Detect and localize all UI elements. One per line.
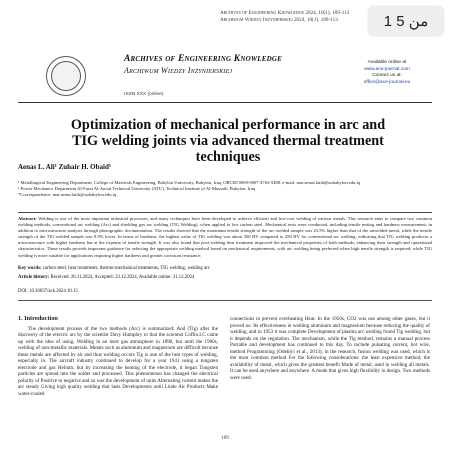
history-text: Received: 26.11.2024, Accepted: 23.12.2024, Available online: 31.12.2024 bbox=[50, 275, 195, 280]
body-column-left bbox=[18, 316, 218, 398]
website-link[interactable]: www.ace-journal.com bbox=[364, 66, 410, 72]
correspondence: *Correspondence: mat.aenas.laith@uobabylon.edu.iq bbox=[18, 192, 117, 198]
page-counter-text: 1 من 5 bbox=[383, 13, 429, 30]
affiliation-1: ¹ Metallurgical Engineering Department, College of Materials Engineering, Babylon University, Babylon, Iraq, ORCID 0009-0007-4763-5488, e-mail: mat.aenas.laith@uobabylon.edu.iq bbox=[18, 180, 361, 185]
authors: Aenas L. Ali¹ Zuhair H. Obaid¹ bbox=[18, 163, 111, 171]
email-link[interactable]: office@ace-journal.eu bbox=[363, 79, 411, 85]
section-heading: 1. Introduction bbox=[18, 315, 58, 322]
history-label: Article history: bbox=[18, 275, 50, 280]
journal-title: Archives of Engineering Knowledge bbox=[124, 54, 282, 64]
body-left-text: The development process of the two methods (Arc) is summarized: And (Tig) after the discovery of the electric arc by the scientist Davy Humphry to that the scientist Coffin.I.C came up with the idea of using. Welding in an inert gas atmosphere in 1890, but until the 1900s, welding of non-metallic materials. Metals such as aluminum and magnesium are difficult because these metals are affected by air and thus welding occurs Tig is one of the best types of welding, especially in. The aircraft industry continued to develop for a year 1941 using a tungsten electrode and gas Helium, but by increasing the heating of the electrode, it began Tungsten particles are spread into the solder and processed. This phenomenon has changed the electrical polarity of Positive to negative and so was the development of units Alternating current makes the arc steady Giving high quality welding that lasts Developments until Linde Air Products Make water-cooled bbox=[18, 325, 218, 398]
page-counter-badge[interactable] bbox=[368, 6, 444, 36]
journal-logo-icon bbox=[46, 56, 86, 96]
page-number: 109 bbox=[221, 436, 229, 441]
journal-header bbox=[124, 54, 334, 75]
affiliation-2: ² Power Mechanics Department Al-Furat Al-Awsat Technical University (ATU), Technical Institute of Al-Mussaib, Babylon, Iraq bbox=[18, 186, 256, 192]
body-divider bbox=[18, 300, 432, 301]
article-title: Optimization of mechanical performance in arc and TIG welding joints via advanced thermal treatment techniques bbox=[70, 117, 386, 165]
running-header bbox=[220, 10, 349, 24]
abstract-label: Abstract: bbox=[18, 216, 37, 221]
contact-line3: Contact us at: bbox=[372, 73, 402, 78]
doi[interactable]: DOI: 10.36037/ack.2024.10.15 bbox=[18, 289, 78, 294]
header-divider bbox=[18, 102, 432, 103]
journal-subtitle: Archiwum Wiedzy Inżynierskiej bbox=[124, 66, 233, 75]
contact-block bbox=[344, 60, 430, 86]
keywords-text: carbon steel, heat treatments, thermo-mechanical treatments, TIG welding, welding arc bbox=[42, 266, 210, 271]
running-header-line2: Archiwum Wiedzy Inżynierskiej 2024, 10(1), 109-113 bbox=[220, 17, 338, 23]
body-column-right bbox=[230, 316, 430, 381]
running-header-line1: Archives of Engineering Knowledge 2024, 10(1), 109-113 bbox=[220, 10, 350, 16]
keywords-label: Key words: bbox=[18, 266, 42, 271]
issn-text: ISSN XXX (online) bbox=[124, 92, 164, 97]
abstract-divider bbox=[18, 212, 432, 213]
keywords bbox=[18, 266, 432, 273]
affiliations bbox=[18, 180, 428, 199]
abstract bbox=[18, 216, 432, 259]
article-history bbox=[18, 275, 432, 282]
contact-line1: Available online at bbox=[367, 60, 407, 65]
abstract-text: Welding is one of the most important industrial processes, and many techniques have been developed to achieve efficient and low-cost welding of various metals. This research aims to compare two common welding methods, conventional arc welding (Arc) and shielding gas arc welding (TIG Welding), when applied to low carbon steel. Mechanical tests were conducted, including tensile testing and hardness measurement, in addition to microstructure analysis through photographic documentation. The results showed that the maximum tensile strength of the arc-welded sample was 23.5% higher than that of the unwelded metal, while the tensile strength of the TIG-welded sample was 9.5% lower. In terms of hardness, the highest value of TIG welding was about 300 HV compared to 250 HV for conventional arc welding, indicating that TIG welding produces a microstructure with higher hardness but at the expense of tensile strength. It was also found that post-welding heat treatment improved the mechanical properties of both methods, enhancing their strength and operational characteristics. These results provide important guidance for selecting the appropriate welding method based on mechanical requirements, with arc welding being preferred when high tensile strength is required, while TIG welding is more suitable for applications requiring higher hardness and greater corrosion resistance. bbox=[18, 216, 432, 258]
body-right-text: connections to prevent overheating Heat. In the 1950s, CO2 was use among other gases, but it proved no. Its effectiveness in welding aluminum and magnesium because reducing the quality of welding, and in 1953 it was complete Development of plasma arc welding found Tig welding, but it depends on the regulation. The mechanism, while the Tig method, remains a manual process Portable and development has continued to this day. To include pulsating current, hot wire, method Programming (Odebiyi et al., 2013), in the research, fusion welding was used, which is the most common method For the following considerations: the least expensive method, the availability of metal, which gives the greatest benefit Made of metal, used in welding all metals. It can be used anywhere and anywhere. A mode that gives high flexibility in design. Two methods were used: bbox=[230, 316, 430, 381]
